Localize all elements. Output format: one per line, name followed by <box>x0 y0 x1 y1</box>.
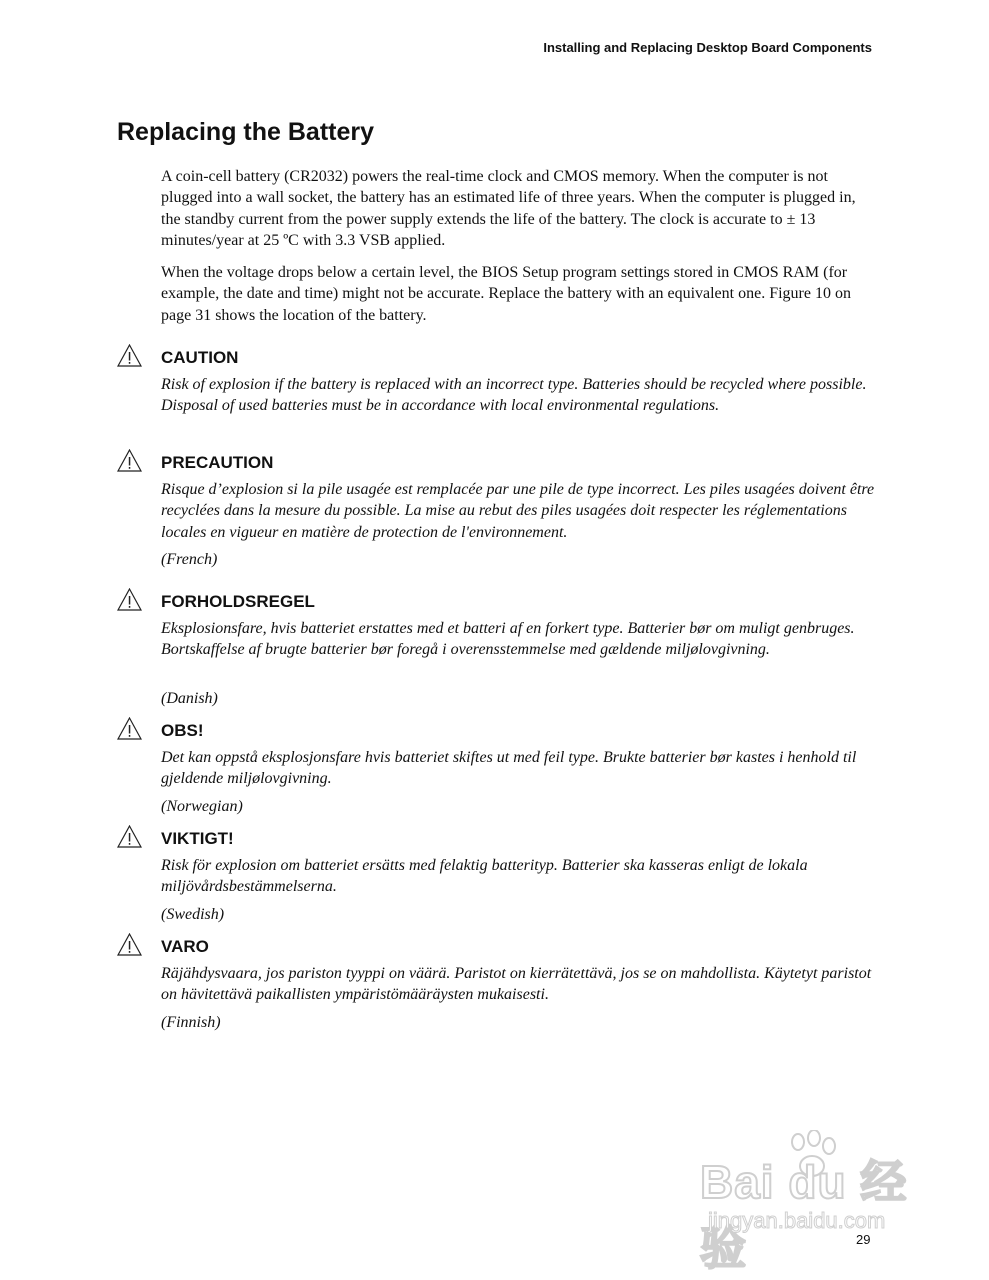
body-paragraph-2: When the voltage drops below a certain level, the BIOS Setup program settings stored in CMOS RAM (for example, the date and time) might not be accurate. Replace the battery with an equivalent one. Figure 10 on page 31 shows the location of the battery. <box>161 264 851 324</box>
warning-triangle-icon <box>117 717 142 740</box>
warning-triangle-icon <box>117 449 142 472</box>
warning-title: PRECAUTION <box>161 453 274 472</box>
warning-triangle-icon <box>117 588 142 611</box>
warning-title: CAUTION <box>161 348 239 367</box>
warning-text: Risque d’explosion si la pile usagée est remplacée par une pile de type incorrect. Les piles usagées doivent être recyclées dans la mesure du possible. La mise au rebut des piles usagées doit respecter les réglementations locales en vigueur en matière de protection de l'environnement. <box>161 481 875 541</box>
warning-title: VARO <box>161 937 209 956</box>
warning-triangle-icon <box>117 825 142 848</box>
warning-language: (Swedish) <box>161 906 225 923</box>
watermark-logo: Bai du 经验 <box>700 1156 908 1274</box>
warning-title: FORHOLDSREGEL <box>161 592 315 611</box>
warning-text: Räjähdysvaara, jos pariston tyyppi on väärä. Paristot on kierrätettävä, jos se on mahdollista. Käytetyt paristot on hävitettävä paikallisten ympäristömääräysten mukaisesti. <box>161 965 872 1004</box>
body-paragraph-1: A coin-cell battery (CR2032) powers the real-time clock and CMOS memory. When the computer is not plugged into a wall socket, the battery has an estimated life of three years. When the computer is plugged in, the standby current from the power supply extends the life of the battery. The clock is accurate to ± 13 minutes/year at 25 ºC with 3.3 VSB applied. <box>161 168 856 249</box>
warning-language: (Finnish) <box>161 1014 221 1031</box>
warning-text: Risk of explosion if the battery is replaced with an incorrect type. Batteries should be recycled where possible. Disposal of used batteries must be in accordance with local environmental regulations. <box>161 376 867 415</box>
warning-title: VIKTIGT! <box>161 829 234 848</box>
warning-language: (Danish) <box>161 690 218 707</box>
warning-text: Det kan oppstå eksplosjonsfare hvis batteriet skiftes ut med feil type. Brukte batterier bør kastes i henhold til gjeldende miljølovgivning. <box>161 749 857 788</box>
running-header: Installing and Replacing Desktop Board Components <box>543 40 872 55</box>
page-number: 29 <box>856 1232 871 1247</box>
warning-text: Eksplosionsfare, hvis batteriet erstattes med et batteri af en forkert type. Batterier bør om muligt genbruges. Bortskaffelse af brugte batterier bør foregå i overensstemmelse med gældende miljølovgivning. <box>161 620 855 659</box>
warning-title: OBS! <box>161 721 204 740</box>
warning-triangle-icon <box>117 933 142 956</box>
warning-text: Risk för explosion om batteriet ersätts med felaktig batterityp. Batterier ska kasseras enligt de lokala miljövårdsbestämmelserna. <box>161 857 808 896</box>
warning-triangle-icon <box>117 344 142 367</box>
watermark-url: jingyan.baidu.com <box>708 1208 886 1233</box>
warning-language: (Norwegian) <box>161 798 243 815</box>
section-title: Replacing the Battery <box>117 118 375 146</box>
warning-language: (French) <box>161 551 218 568</box>
baidu-watermark <box>700 1130 940 1274</box>
